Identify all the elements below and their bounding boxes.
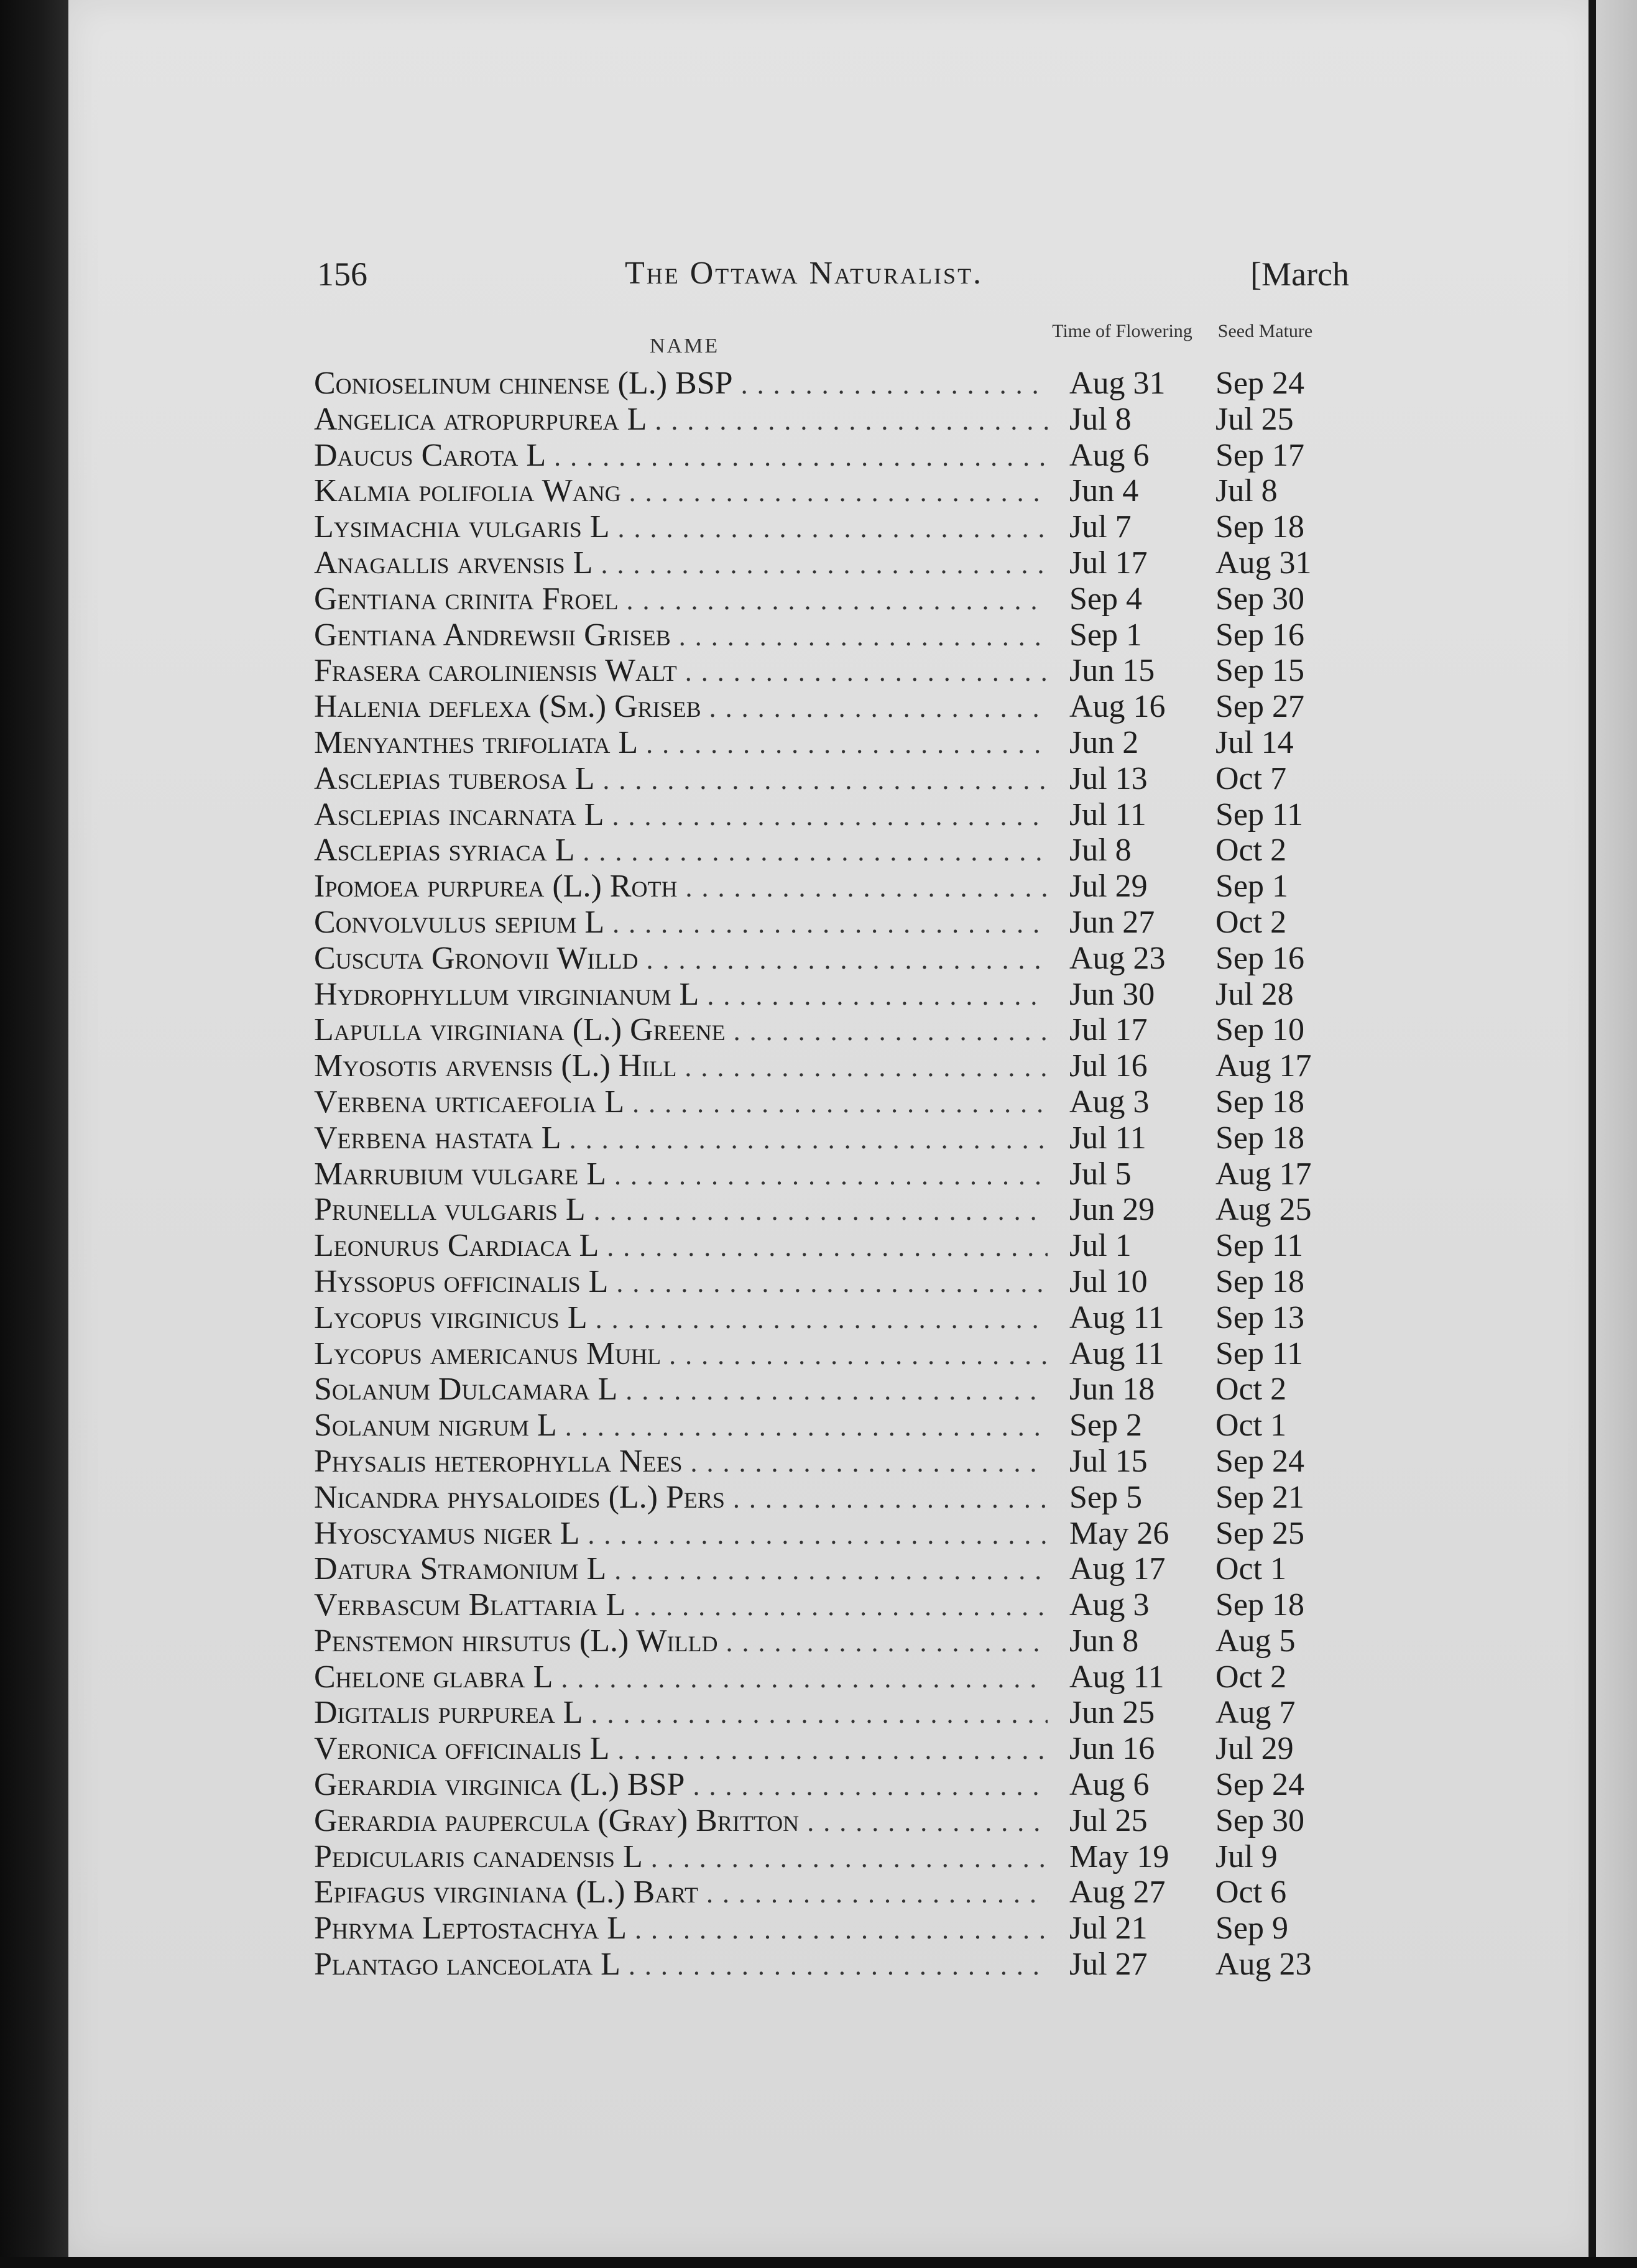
seed-mature-date: Sep 16 <box>1215 940 1304 976</box>
seed-mature-date: Jul 14 <box>1215 724 1294 760</box>
flowering-date: Jun 25 <box>1069 1695 1155 1731</box>
seed-mature-date: Sep 15 <box>1215 653 1304 689</box>
table-row <box>314 1659 1358 1695</box>
species-name: Solanum nigrum L . . . <box>314 1408 1048 1445</box>
seed-mature-date: Aug 31 <box>1215 545 1312 581</box>
flowering-date: Sep 4 <box>1069 581 1142 617</box>
flowering-date: Jun 30 <box>1069 976 1155 1012</box>
table-row <box>314 1156 1358 1192</box>
seed-mature-date: Jul 29 <box>1215 1731 1294 1767</box>
flowering-date: Jun 2 <box>1069 724 1139 760</box>
species-name: Cuscuta Gronovii Willd . . . <box>314 941 1048 978</box>
seed-mature-date: Sep 18 <box>1215 509 1304 545</box>
seed-mature-date: Oct 2 <box>1215 1371 1287 1408</box>
flowering-date: Aug 3 <box>1069 1084 1150 1120</box>
flowering-date: Aug 6 <box>1069 1767 1150 1803</box>
species-name: Halenia deflexa (Sm.) Griseb . . . <box>314 689 1048 726</box>
table-row <box>314 1587 1358 1623</box>
seed-mature-date: Oct 2 <box>1215 904 1287 940</box>
seed-mature-date: Oct 2 <box>1215 832 1287 869</box>
species-name: Gentiana Andrewsii Griseb . . . <box>314 617 1048 655</box>
table-row <box>314 617 1358 653</box>
flowering-date: Jul 25 <box>1069 1802 1148 1838</box>
flowering-date: Jul 13 <box>1069 760 1148 796</box>
species-name: Physalis heterophylla Nees . . . <box>314 1444 1048 1481</box>
flowering-date: Aug 16 <box>1069 689 1166 725</box>
species-name: Lycopus americanus Muhl . . . <box>314 1336 1048 1373</box>
seed-mature-date: Oct 2 <box>1215 1659 1287 1695</box>
species-name: Pedicularis canadensis L . . . <box>314 1839 1048 1876</box>
species-name: Gentiana crinita Froel . . . <box>314 581 1048 619</box>
book-spine-shadow <box>0 0 68 2268</box>
table-row <box>314 1731 1358 1767</box>
flowering-date: Jul 5 <box>1069 1156 1132 1192</box>
table-row <box>314 1803 1358 1839</box>
species-name: Conioselinum chinense (L.) BSP . . . <box>314 366 1048 403</box>
table-row <box>314 1408 1358 1444</box>
table-row <box>314 402 1358 438</box>
species-name: Lysimachia vulgaris L . . . <box>314 509 1048 546</box>
table-row <box>314 977 1358 1013</box>
column-header-name: NAME <box>650 334 720 357</box>
species-name: Plantago lanceolata L . . . <box>314 1947 1048 1984</box>
seed-mature-date: Jul 8 <box>1215 473 1278 509</box>
flowering-date: Aug 3 <box>1069 1587 1150 1623</box>
species-name: Ipomoea purpurea (L.) Roth . . . <box>314 869 1048 906</box>
species-name: Menyanthes trifoliata L . . . <box>314 725 1048 762</box>
flowering-date: Jul 15 <box>1069 1443 1148 1479</box>
species-name: Datura Stramonium L . . . <box>314 1551 1048 1588</box>
flowering-date: Jul 11 <box>1069 796 1146 832</box>
seed-mature-date: Sep 30 <box>1215 1802 1304 1838</box>
seed-mature-date: Jul 28 <box>1215 976 1294 1012</box>
table-row <box>314 1084 1358 1120</box>
seed-mature-date: Sep 17 <box>1215 437 1304 473</box>
species-name: Epifagus virginiana (L.) Bart . . . <box>314 1874 1048 1912</box>
flowering-date: Jun 15 <box>1069 653 1155 689</box>
species-name: Hyssopus officinalis L . . . <box>314 1264 1048 1301</box>
table-row <box>314 1012 1358 1048</box>
species-name: Asclepias incarnata L . . . <box>314 797 1048 834</box>
flowering-date: Aug 11 <box>1069 1335 1164 1371</box>
table-row <box>314 473 1358 509</box>
table-row <box>314 1444 1358 1480</box>
species-name: Lycopus virginicus L . . . <box>314 1300 1048 1337</box>
table-row <box>314 366 1358 402</box>
species-table <box>314 366 1358 1983</box>
seed-mature-date: Sep 11 <box>1215 1335 1304 1371</box>
table-column-headers <box>314 322 1346 372</box>
table-row <box>314 1336 1358 1372</box>
running-header <box>317 250 1349 300</box>
seed-mature-date: Sep 18 <box>1215 1084 1304 1120</box>
species-name: Prunella vulgaris L . . . <box>314 1192 1048 1229</box>
seed-mature-date: Jul 9 <box>1215 1838 1278 1874</box>
flowering-date: Jul 8 <box>1069 401 1132 437</box>
seed-mature-date: Sep 21 <box>1215 1479 1304 1515</box>
table-row <box>314 1911 1358 1947</box>
seed-mature-date: Oct 6 <box>1215 1874 1287 1911</box>
column-header-flowering: Time of Flowering <box>1052 321 1192 341</box>
table-row <box>314 1516 1358 1552</box>
column-header-seed-mature: Seed Mature <box>1217 321 1313 341</box>
flowering-date: Aug 17 <box>1069 1551 1166 1587</box>
table-row <box>314 797 1358 833</box>
species-name: Penstemon hirsutus (L.) Willd . . . <box>314 1623 1048 1661</box>
species-name: Hyoscyamus niger L . . . <box>314 1516 1048 1553</box>
journal-title: The Ottawa Naturalist. <box>625 256 984 291</box>
flowering-date: Jul 27 <box>1069 1947 1148 1983</box>
species-name: Digitalis purpurea L . . . <box>314 1695 1048 1732</box>
species-name: Verbena hastata L . . . <box>314 1120 1048 1158</box>
table-row <box>314 761 1358 797</box>
table-row <box>314 905 1358 941</box>
flowering-date: May 19 <box>1069 1838 1169 1874</box>
table-row <box>314 1300 1358 1336</box>
flowering-date: Jul 17 <box>1069 545 1148 581</box>
species-name: Kalmia polifolia Wang . . . <box>314 473 1048 510</box>
seed-mature-date: Sep 16 <box>1215 617 1304 653</box>
table-row <box>314 653 1358 689</box>
seed-mature-date: Oct 1 <box>1215 1408 1287 1444</box>
seed-mature-date: Aug 5 <box>1215 1623 1296 1659</box>
table-row <box>314 869 1358 905</box>
seed-mature-date: Sep 13 <box>1215 1299 1304 1335</box>
page-edge-line <box>1589 0 1596 2257</box>
species-name: Solanum Dulcamara L . . . <box>314 1371 1048 1409</box>
flowering-date: Jun 16 <box>1069 1731 1155 1767</box>
seed-mature-date: Sep 11 <box>1215 796 1304 832</box>
species-name: Leonurus Cardiaca L . . . <box>314 1228 1048 1265</box>
table-row <box>314 438 1358 474</box>
table-row <box>314 1874 1358 1911</box>
seed-mature-date: Sep 10 <box>1215 1012 1304 1048</box>
table-row <box>314 1228 1358 1264</box>
species-name: Nicandra physaloides (L.) Pers . . . <box>314 1480 1048 1517</box>
species-name: Marrubium vulgare L . . . <box>314 1156 1048 1194</box>
seed-mature-date: Aug 7 <box>1215 1695 1296 1731</box>
flowering-date: Aug 11 <box>1069 1659 1164 1695</box>
seed-mature-date: Sep 1 <box>1215 869 1288 905</box>
flowering-date: Jul 11 <box>1069 1120 1146 1156</box>
flowering-date: Jul 8 <box>1069 832 1132 869</box>
seed-mature-date: Sep 11 <box>1215 1228 1304 1264</box>
flowering-date: Aug 6 <box>1069 437 1150 473</box>
species-name: Hydrophyllum virginianum L . . . <box>314 977 1048 1014</box>
flowering-date: Aug 27 <box>1069 1874 1166 1911</box>
flowering-date: Jul 7 <box>1069 509 1132 545</box>
table-row <box>314 1551 1358 1587</box>
facing-page-edge <box>1596 0 1637 2268</box>
species-name: Daucus Carota L . . . <box>314 438 1048 475</box>
species-name: Lapulla virginiana (L.) Greene . . . <box>314 1012 1048 1049</box>
flowering-date: Sep 2 <box>1069 1408 1142 1444</box>
species-name: Gerardia paupercula (Gray) Britton . . . <box>314 1803 1048 1840</box>
flowering-date: Sep 5 <box>1069 1479 1142 1515</box>
seed-mature-date: Sep 24 <box>1215 366 1304 401</box>
seed-mature-date: Sep 18 <box>1215 1263 1304 1299</box>
flowering-date: Jun 27 <box>1069 904 1155 940</box>
table-row <box>314 1192 1358 1228</box>
seed-mature-date: Jul 25 <box>1215 401 1294 437</box>
seed-mature-date: Oct 7 <box>1215 760 1287 796</box>
table-row <box>314 689 1358 725</box>
species-name: Asclepias syriaca L . . . <box>314 832 1048 870</box>
table-row <box>314 1048 1358 1084</box>
flowering-date: Jun 18 <box>1069 1371 1155 1408</box>
seed-mature-date: Sep 24 <box>1215 1767 1304 1803</box>
table-row <box>314 941 1358 977</box>
seed-mature-date: Aug 17 <box>1215 1156 1312 1192</box>
species-name: Verbascum Blattaria L . . . <box>314 1587 1048 1625</box>
species-name: Anagallis arvensis L . . . <box>314 545 1048 583</box>
seed-mature-date: Sep 24 <box>1215 1443 1304 1479</box>
table-row <box>314 1371 1358 1408</box>
table-row <box>314 581 1358 617</box>
species-name: Gerardia virginica (L.) BSP . . . <box>314 1767 1048 1804</box>
table-row <box>314 545 1358 581</box>
flowering-date: Jul 10 <box>1069 1263 1148 1299</box>
table-row <box>314 1120 1358 1156</box>
table-row <box>314 1839 1358 1875</box>
species-name: Verbena urticaefolia L . . . <box>314 1084 1048 1122</box>
species-name: Myosotis arvensis (L.) Hill . . . <box>314 1048 1048 1086</box>
table-row <box>314 832 1358 869</box>
flowering-date: Jul 21 <box>1069 1911 1148 1947</box>
flowering-date: Jul 17 <box>1069 1012 1148 1048</box>
flowering-date: Jul 29 <box>1069 869 1148 905</box>
species-name: Chelone glabra L . . . <box>314 1659 1048 1697</box>
table-row <box>314 1623 1358 1659</box>
flowering-date: Sep 1 <box>1069 617 1142 653</box>
species-name: Convolvulus sepium L . . . <box>314 905 1048 942</box>
seed-mature-date: Aug 23 <box>1215 1947 1312 1983</box>
seed-mature-date: Sep 18 <box>1215 1120 1304 1156</box>
table-row <box>314 1264 1358 1300</box>
table-row <box>314 509 1358 545</box>
seed-mature-date: Sep 27 <box>1215 689 1304 725</box>
table-row <box>314 1767 1358 1803</box>
page-number: 156 <box>317 256 367 293</box>
table-row <box>314 725 1358 761</box>
species-name: Phryma Leptostachya L . . . <box>314 1911 1048 1948</box>
bottom-edge-shadow <box>0 2257 1637 2268</box>
table-row <box>314 1947 1358 1983</box>
flowering-date: Jun 4 <box>1069 473 1139 509</box>
species-name: Veronica officinalis L . . . <box>314 1731 1048 1768</box>
species-name: Asclepias tuberosa L . . . <box>314 761 1048 798</box>
seed-mature-date: Oct 1 <box>1215 1551 1287 1587</box>
flowering-date: Aug 11 <box>1069 1299 1164 1335</box>
table-row <box>314 1480 1358 1516</box>
flowering-date: Jun 29 <box>1069 1192 1155 1228</box>
flowering-date: May 26 <box>1069 1515 1169 1551</box>
seed-mature-date: Sep 30 <box>1215 581 1304 617</box>
table-row <box>314 1695 1358 1731</box>
issue-month: [March <box>1250 256 1349 293</box>
flowering-date: Jun 8 <box>1069 1623 1139 1659</box>
species-name: Frasera caroliniensis Walt . . . <box>314 653 1048 690</box>
flowering-date: Aug 23 <box>1069 940 1166 976</box>
seed-mature-date: Sep 18 <box>1215 1587 1304 1623</box>
flowering-date: Aug 31 <box>1069 366 1166 401</box>
species-name: Angelica atropurpurea L . . . <box>314 402 1048 439</box>
seed-mature-date: Aug 17 <box>1215 1048 1312 1084</box>
seed-mature-date: Sep 9 <box>1215 1911 1288 1947</box>
seed-mature-date: Sep 25 <box>1215 1515 1304 1551</box>
seed-mature-date: Aug 25 <box>1215 1192 1312 1228</box>
flowering-date: Jul 16 <box>1069 1048 1148 1084</box>
flowering-date: Jul 1 <box>1069 1228 1132 1264</box>
